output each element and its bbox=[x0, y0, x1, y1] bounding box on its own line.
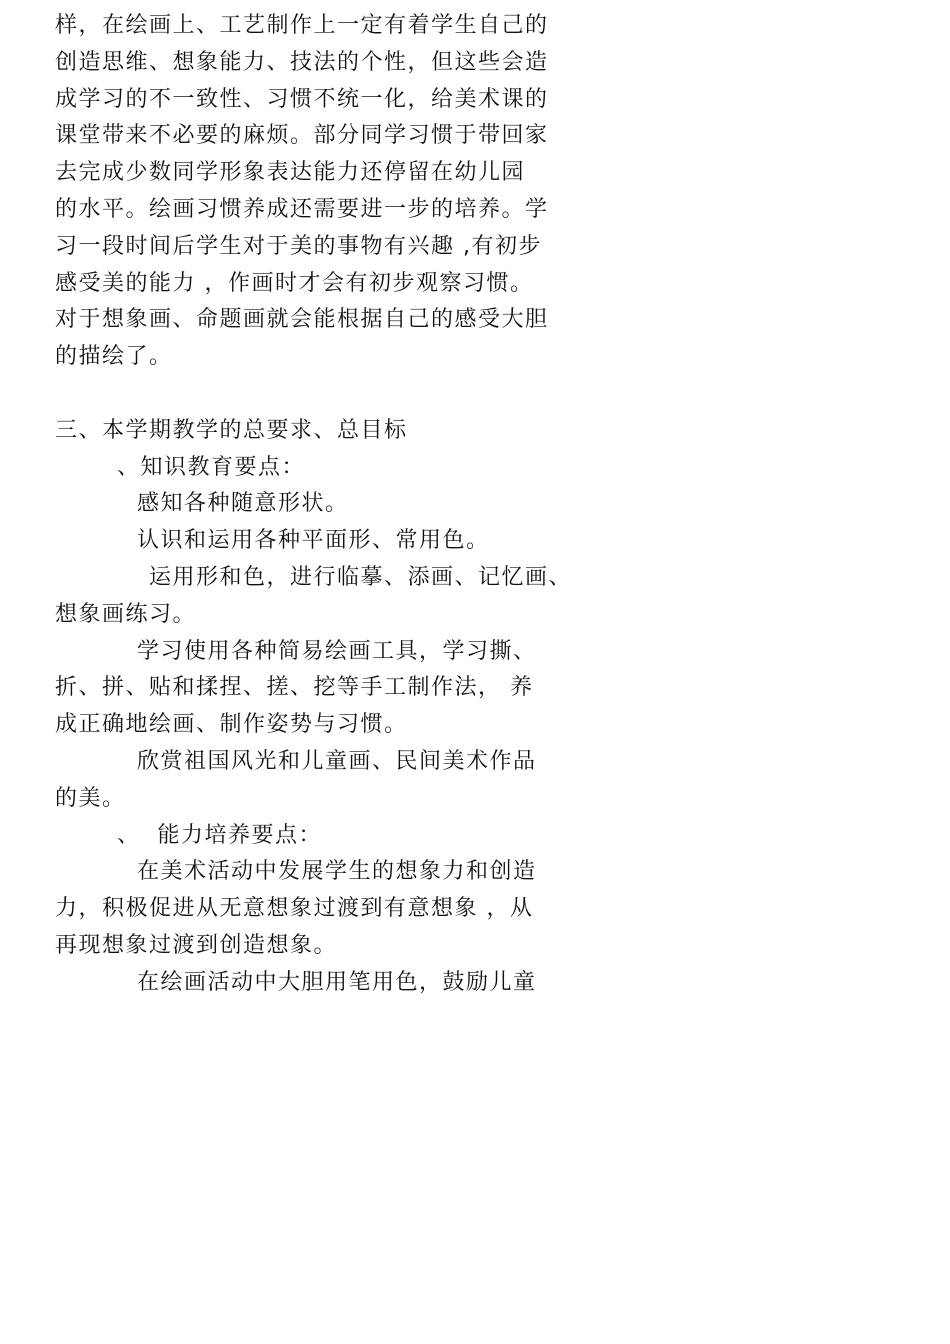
intro-line-9: 对于想象画、命题画就会能根据自己的感受大胆 bbox=[55, 307, 549, 333]
knowledge-item-4-line-3: 成正确地绘画、制作姿势与习惯。 bbox=[55, 712, 408, 738]
intro-line-8: 感受美的能力 ，作画时才会有初步观察习惯。 bbox=[55, 270, 534, 296]
knowledge-item-4-line-2: 折、拼、贴和揉捏、搓、挖等手工制作法， 养 bbox=[55, 675, 534, 701]
intro-line-2: 创造思维、想象能力、技法的个性，但这些会造 bbox=[55, 49, 549, 75]
knowledge-item-2: 认识和运用各种平面形、常用色。 bbox=[137, 528, 490, 554]
paragraph-spacer bbox=[55, 376, 585, 413]
knowledge-item-4-line-1: 学习使用各种简易绘画工具，学习撕、 bbox=[137, 638, 537, 664]
intro-line-3: 成学习的不一致性、习惯不统一化，给美术课的 bbox=[55, 86, 549, 112]
intro-line-5: 去完成少数同学形象表达能力还停留在幼儿园 bbox=[55, 160, 526, 186]
ability-heading: 、 能力培养要点： bbox=[117, 822, 322, 848]
ability-item-2-line-1: 在绘画活动中大胆用笔用色，鼓励儿童 bbox=[137, 969, 537, 995]
document-body bbox=[55, 8, 585, 1002]
intro-line-10: 的描绘了。 bbox=[55, 344, 173, 370]
knowledge-item-5-line-1: 欣赏祖国风光和儿童画、民间美术作品 bbox=[137, 748, 537, 774]
ability-item-1-line-3: 再现想象过渡到创造想象。 bbox=[55, 932, 338, 958]
knowledge-item-3-line-1: 运用形和色，进行临摹、添画、记忆画、 bbox=[149, 564, 573, 590]
intro-line-7: 习一段时间后学生对于美的事物有兴趣 ,有初步 bbox=[55, 233, 542, 259]
intro-line-1: 样，在绘画上、工艺制作上一定有着学生自己的 bbox=[55, 13, 549, 38]
intro-line-4: 课堂带来不必要的麻烦。部分同学习惯于带回家 bbox=[55, 123, 549, 149]
ability-item-1-line-1: 在美术活动中发展学生的想象力和创造 bbox=[137, 859, 537, 885]
knowledge-heading: 、知识教育要点： bbox=[117, 454, 306, 480]
ability-item-1-line-2: 力，积极促进从无意想象过渡到有意想象 ，从 bbox=[55, 896, 534, 922]
knowledge-item-3-line-2: 想象画练习。 bbox=[55, 601, 197, 627]
knowledge-item-5-line-2: 的美。 bbox=[55, 785, 126, 811]
intro-line-6: 的水平。绘画习惯养成还需要进一步的培养。学 bbox=[55, 196, 549, 222]
knowledge-item-1: 感知各种随意形状。 bbox=[137, 491, 349, 517]
section-heading: 三、本学期教学的总要求、总目标 bbox=[55, 417, 408, 443]
